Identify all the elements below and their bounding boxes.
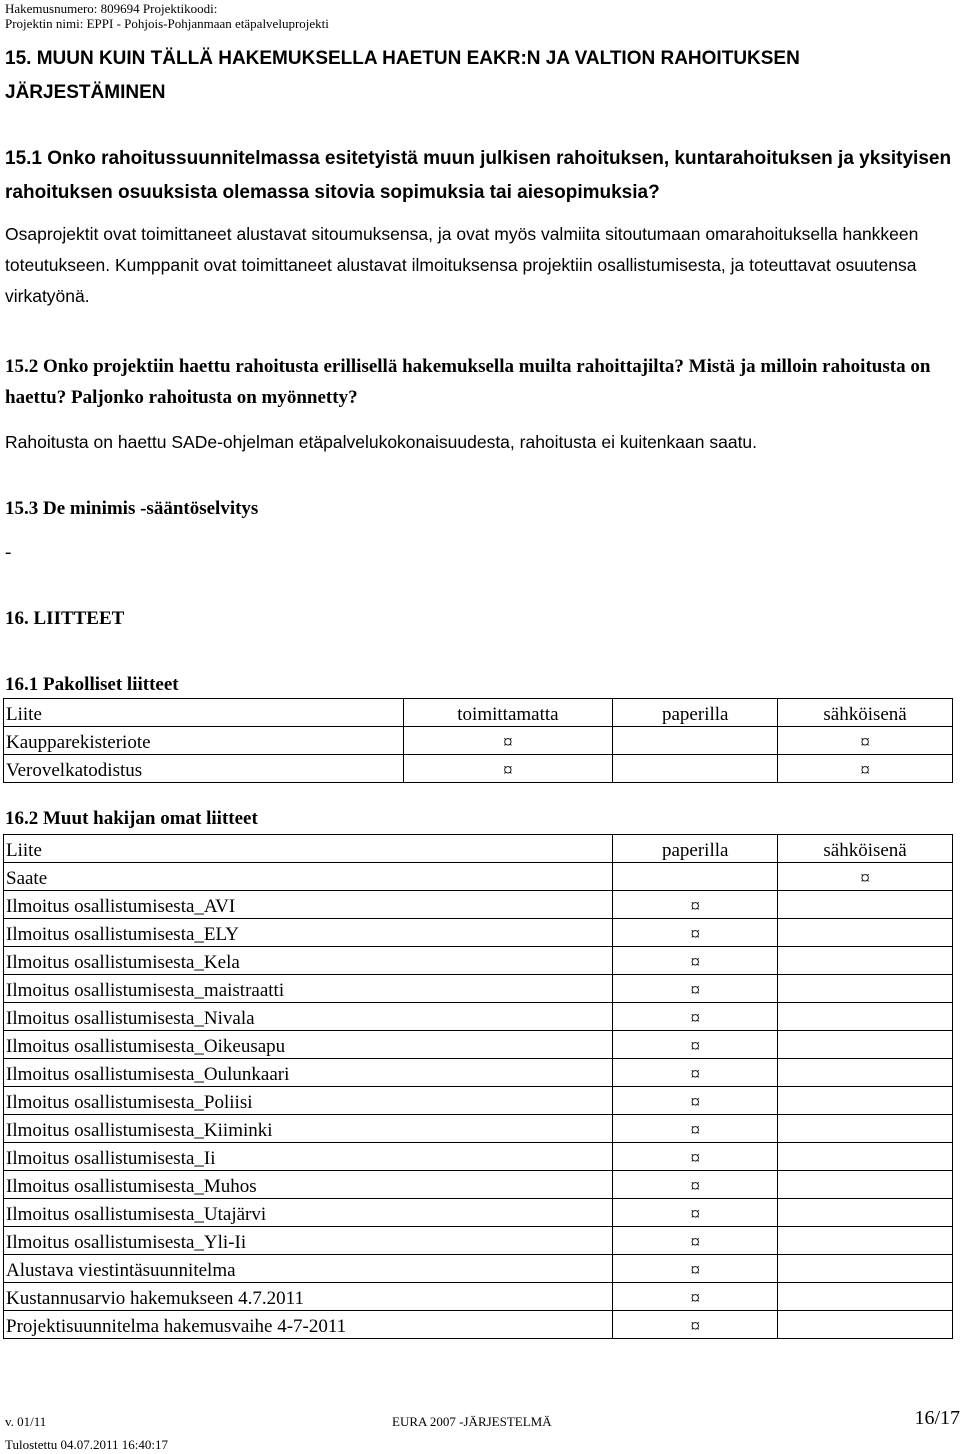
attachment-name: Kaupparekisteriote bbox=[4, 727, 404, 755]
column-header-not-delivered: toimittamatta bbox=[403, 699, 613, 727]
attachment-name: Saate bbox=[4, 863, 613, 891]
attachment-name: Ilmoitus osallistumisesta_AVI bbox=[4, 891, 613, 919]
status-mark bbox=[778, 1255, 953, 1283]
attachment-name: Ilmoitus osallistumisesta_Utajärvi bbox=[4, 1199, 613, 1227]
status-mark: ¤ bbox=[613, 975, 778, 1003]
status-mark bbox=[778, 919, 953, 947]
attachment-name: Ilmoitus osallistumisesta_maistraatti bbox=[4, 975, 613, 1003]
footer-system-name: EURA 2007 -JÄRJESTELMÄ bbox=[392, 1414, 552, 1429]
attachment-name: Ilmoitus osallistumisesta_Nivala bbox=[4, 1003, 613, 1031]
question-15-3: 15.3 De minimis -sääntöselvitys bbox=[5, 498, 259, 519]
status-mark bbox=[778, 1227, 953, 1255]
status-mark bbox=[778, 975, 953, 1003]
attachment-name: Ilmoitus osallistumisesta_Ii bbox=[4, 1143, 613, 1171]
table-row bbox=[4, 891, 953, 919]
status-mark: ¤ bbox=[613, 1283, 778, 1311]
table-row bbox=[4, 1171, 953, 1199]
section-16-title: 16. LIITTEET bbox=[5, 608, 125, 629]
attachment-name: Ilmoitus osallistumisesta_Kiiminki bbox=[4, 1115, 613, 1143]
status-mark bbox=[778, 1311, 953, 1339]
attachment-name: Ilmoitus osallistumisesta_Yli-Ii bbox=[4, 1227, 613, 1255]
table-row bbox=[4, 1283, 953, 1311]
attachment-name: Kustannusarvio hakemukseen 4.7.2011 bbox=[4, 1283, 613, 1311]
status-mark: ¤ bbox=[613, 947, 778, 975]
status-mark bbox=[778, 891, 953, 919]
status-mark bbox=[613, 755, 778, 783]
attachment-name: Ilmoitus osallistumisesta_Oikeusapu bbox=[4, 1031, 613, 1059]
attachment-name: Verovelkatodistus bbox=[4, 755, 404, 783]
status-mark bbox=[778, 1003, 953, 1031]
status-mark: ¤ bbox=[778, 727, 953, 755]
status-mark bbox=[778, 1059, 953, 1087]
status-mark: ¤ bbox=[613, 891, 778, 919]
footer-version: v. 01/11 bbox=[5, 1414, 47, 1429]
status-mark: ¤ bbox=[613, 1143, 778, 1171]
table-header-row bbox=[4, 835, 953, 863]
question-15-2: 15.2 Onko projektiin haettu rahoitusta erillisellä hakemuksella muilta rahoittajilta? Mistä ja milloin rahoitusta on haettu? Paljonko rahoitusta on myönnetty? bbox=[5, 356, 931, 408]
table-row bbox=[4, 1031, 953, 1059]
table-row bbox=[4, 863, 953, 891]
status-mark: ¤ bbox=[403, 727, 613, 755]
attachment-name: Ilmoitus osallistumisesta_Kela bbox=[4, 947, 613, 975]
header-project-name: Projektin nimi: EPPI - Pohjois-Pohjanmaan etäpalveluprojekti bbox=[5, 16, 329, 31]
status-mark: ¤ bbox=[613, 1255, 778, 1283]
status-mark: ¤ bbox=[613, 1087, 778, 1115]
table-row bbox=[4, 919, 953, 947]
subsection-16-1-title: 16.1 Pakolliset liitteet bbox=[5, 674, 179, 695]
status-mark: ¤ bbox=[778, 863, 953, 891]
question-15-1: 15.1 Onko rahoitussuunnitelmassa esitetyistä muun julkisen rahoituksen, kuntarahoituksen ja yksityisen rahoituksen osuuksista olemassa sitovia sopimuksia tai aiesopimuksia? bbox=[5, 148, 952, 203]
status-mark bbox=[778, 1143, 953, 1171]
status-mark: ¤ bbox=[613, 1227, 778, 1255]
status-mark bbox=[613, 727, 778, 755]
column-header-attachment: Liite bbox=[4, 699, 404, 727]
status-mark: ¤ bbox=[403, 755, 613, 783]
table-row bbox=[4, 1227, 953, 1255]
attachment-name: Ilmoitus osallistumisesta_Poliisi bbox=[4, 1087, 613, 1115]
table-header-row bbox=[4, 699, 953, 727]
column-header-attachment: Liite bbox=[4, 835, 613, 863]
other-attachments-table bbox=[3, 834, 953, 1339]
subsection-16-2-title: 16.2 Muut hakijan omat liitteet bbox=[5, 808, 258, 829]
answer-15-2: Rahoitusta on haettu SADe-ohjelman etäpalvelukokonaisuudesta, rahoitusta ei kuitenkaan saatu. bbox=[5, 432, 758, 452]
status-mark bbox=[778, 1171, 953, 1199]
status-mark bbox=[778, 1199, 953, 1227]
table-row bbox=[4, 1003, 953, 1031]
mandatory-attachments-table bbox=[3, 698, 953, 783]
status-mark bbox=[778, 1115, 953, 1143]
table-row bbox=[4, 1255, 953, 1283]
status-mark: ¤ bbox=[613, 1031, 778, 1059]
answer-15-3: - bbox=[5, 542, 12, 563]
table-row bbox=[4, 1059, 953, 1087]
attachment-name: Ilmoitus osallistumisesta_Muhos bbox=[4, 1171, 613, 1199]
table-row bbox=[4, 947, 953, 975]
status-mark bbox=[613, 863, 778, 891]
column-header-electronic: sähköisenä bbox=[778, 699, 953, 727]
table-row bbox=[4, 1115, 953, 1143]
attachment-name: Ilmoitus osallistumisesta_ELY bbox=[4, 919, 613, 947]
status-mark bbox=[778, 947, 953, 975]
table-row bbox=[4, 1311, 953, 1339]
table-row bbox=[4, 755, 953, 783]
status-mark bbox=[778, 1031, 953, 1059]
status-mark bbox=[778, 1087, 953, 1115]
attachment-name: Ilmoitus osallistumisesta_Oulunkaari bbox=[4, 1059, 613, 1087]
table-row bbox=[4, 975, 953, 1003]
status-mark: ¤ bbox=[613, 1115, 778, 1143]
status-mark: ¤ bbox=[613, 1171, 778, 1199]
table-row bbox=[4, 1199, 953, 1227]
status-mark: ¤ bbox=[778, 755, 953, 783]
section-15-title: 15. MUUN KUIN TÄLLÄ HAKEMUKSELLA HAETUN EAKR:N JA VALTION RAHOITUKSEN JÄRJESTÄMINEN bbox=[5, 48, 800, 103]
status-mark bbox=[778, 1283, 953, 1311]
footer-printed-timestamp: Tulostettu 04.07.2011 16:40:17 bbox=[5, 1437, 169, 1452]
status-mark: ¤ bbox=[613, 1199, 778, 1227]
column-header-paper: paperilla bbox=[613, 835, 778, 863]
column-header-paper: paperilla bbox=[613, 699, 778, 727]
table-row bbox=[4, 1143, 953, 1171]
status-mark: ¤ bbox=[613, 1003, 778, 1031]
attachment-name: Projektisuunnitelma hakemusvaihe 4-7-2011 bbox=[4, 1311, 613, 1339]
answer-15-1: Osaprojektit ovat toimittaneet alustavat sitoumuksensa, ja ovat myös valmiita sitoutumaan omarahoituksella hankkeen toteutukseen. Kumppanit ovat toimittaneet alustavat ilmoituksensa projektiin osallistumisesta, ja toteuttavat osuutensa virkatyönä. bbox=[5, 224, 919, 306]
status-mark: ¤ bbox=[613, 1311, 778, 1339]
status-mark: ¤ bbox=[613, 1059, 778, 1087]
table-row bbox=[4, 727, 953, 755]
column-header-electronic: sähköisenä bbox=[778, 835, 953, 863]
header-application-number: Hakemusnumero: 809694 Projektikoodi: bbox=[5, 1, 218, 16]
status-mark: ¤ bbox=[613, 919, 778, 947]
attachment-name: Alustava viestintäsuunnitelma bbox=[4, 1255, 613, 1283]
table-row bbox=[4, 1087, 953, 1115]
page-number: 16/17 bbox=[914, 1407, 960, 1429]
